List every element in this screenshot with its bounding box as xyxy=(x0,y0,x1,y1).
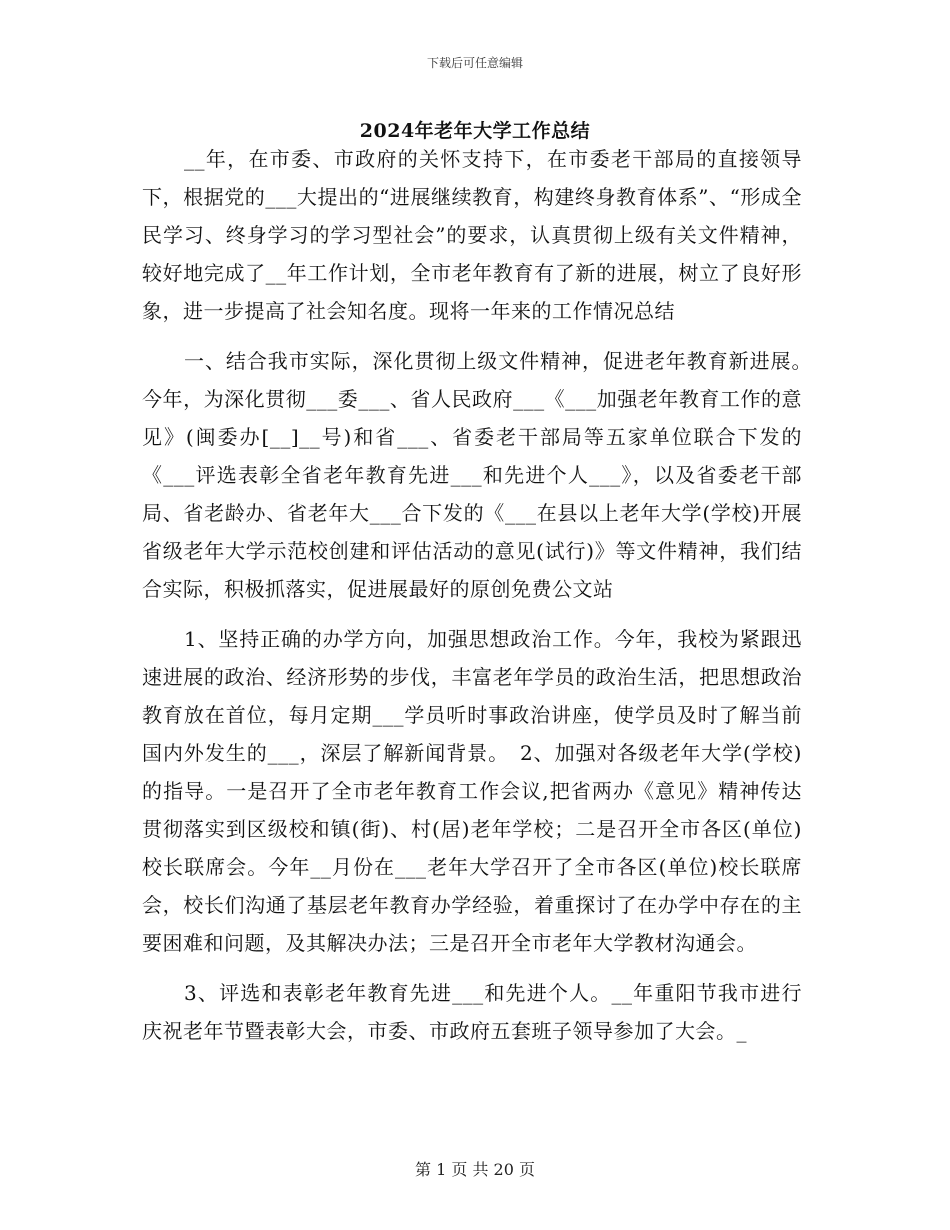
paragraph-item-3: 3、评选和表彰老年教育先进___和先进个人。__年重阳节我市进行庆祝老年节暨表彰大会，市委、市政府五套班子领导参加了大会。_ xyxy=(142,981,802,1043)
paragraph-section-1: 一、结合我市实际，深化贯彻上级文件精神，促进老年教育新进展。 今年，为深化贯彻___委___、省人民政府___《___加强老年教育工作的意见》(闽委办[__]__号)和省___、省委老干部局等五家单位联合下发的《___评选表彰全省老年教育先进___和先进个人___》，以及省委老干部局、省老龄办、省老年大___合下发的《___在县以上老年大学(学校)开展省级老年大学示范校创建和评估活动的意见(试行)》等文件精神，我们结合实际，积极抓落实，促进展最好的原创免费公文站 xyxy=(142,349,823,601)
page-header-note: 下载后可任意编辑 xyxy=(426,56,523,70)
page-number: 第 1 页 共 20 页 xyxy=(415,1160,535,1179)
document-body xyxy=(142,140,823,1050)
paragraph-item-1-2: 1、坚持正确的办学方向，加强思想政治工作。今年，我校为紧跟迅速进展的政治、经济形势的步伐，丰富老年学员的政治生活，把思想政治教育放在首位，每月定期___学员听时事政治讲座，使学员及时了解当前国内外发生的___，深层了解新闻背景。 2、加强对各级老年大学(学校)的指导。一是召开了全市老年教育工作会议,把省两办《意见》精神传达贯彻落实到区级校和镇(街)、村(居)老年学校；二是召开全市各区(单位)校长联席会。今年__月份在___老年大学召开了全市各区(单位)校长联席会，校长们沟通了基层老年教育办学经验，着重探讨了在办学中存在的主要困难和问题，及其解决办法；三是召开全市老年大学教材沟通会。 xyxy=(142,627,802,955)
document-title: 2024年老年大学工作总结 xyxy=(359,120,591,142)
paragraph-intro: __年，在市委、市政府的关怀支持下，在市委老干部局的直接领导下，根据党的___大提出的“进展继续教育，构建终身教育体系”、“形成全民学习、终身学习的学习型社会”的要求，认真贯彻上级有关文件精神，较好地完成了__年工作计划，全市老年教育有了新的进展，树立了良好形象，进一步提高了社会知名度。现将一年来的工作情况总结 xyxy=(142,147,802,323)
